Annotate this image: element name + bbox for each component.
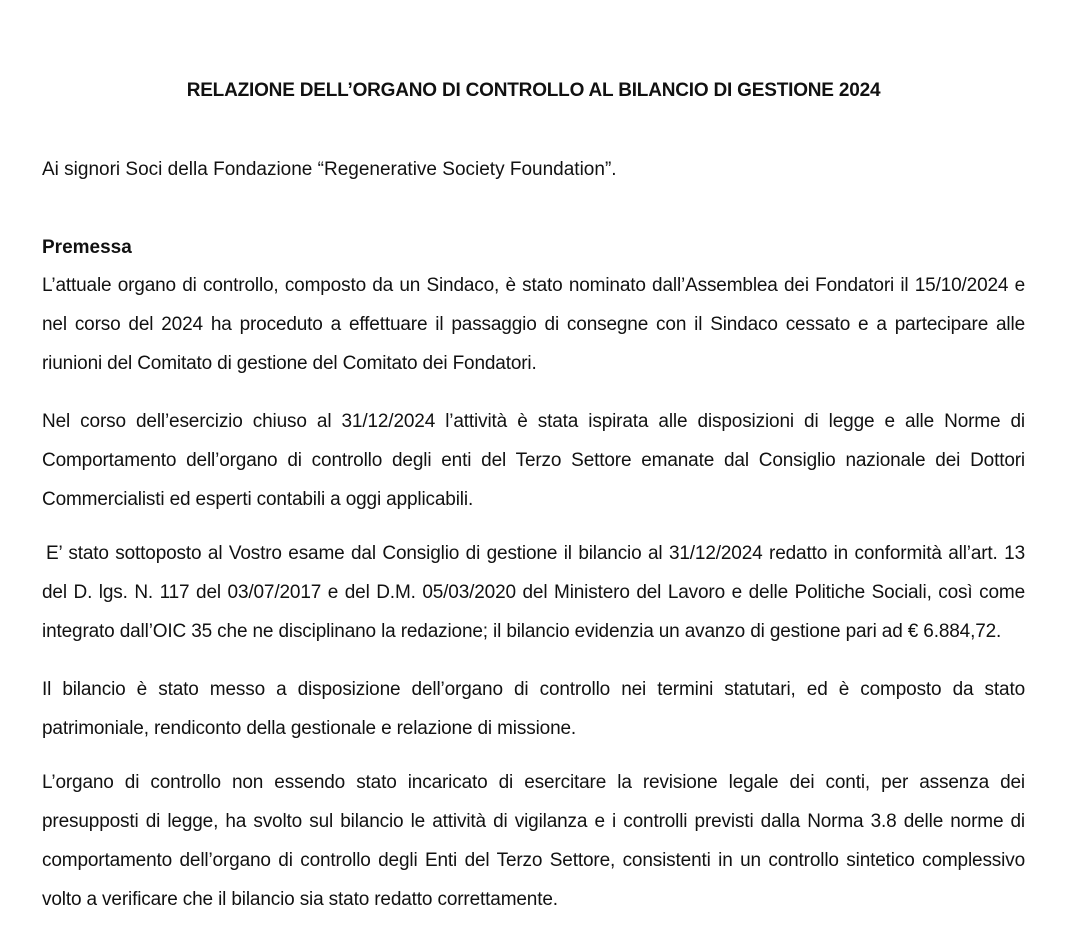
salutation: Ai signori Soci della Fondazione “Regenerative Society Foundation”. <box>42 159 617 180</box>
document-title: RELAZIONE DELL’ORGANO DI CONTROLLO AL BILANCIO DI GESTIONE 2024 <box>186 80 881 101</box>
paragraph-2: Nel corso dell’esercizio chiuso al 31/12/2024 l’attività è stata ispirata alle disposizioni di legge e alle Norme di Comportamento dell’organo di controllo degli enti del Terzo Settore emanate dal Consiglio nazionale dei Dottori Commercialisti ed esperti contabili a oggi applicabili. <box>42 411 1025 510</box>
paragraph-1: L’attuale organo di controllo, composto da un Sindaco, è stato nominato dall’Assemblea dei Fondatori il 15/10/2024 e nel corso del 2024 ha proceduto a effettuare il passaggio di consegne con il Sindaco cessato e a partecipare alle riunioni del Comitato di gestione del Comitato dei Fondatori. <box>42 275 1025 374</box>
paragraph-5: L’organo di controllo non essendo stato incaricato di esercitare la revisione legale dei conti, per assenza dei presupposti di legge, ha svolto sul bilancio le attività di vigilanza e i controlli previsti dalla Norma 3.8 delle norme di comportamento dell’organo di controllo degli Enti del Terzo Settore, consistenti in un controllo sintetico complessivo volto a verificare che il bilancio sia stato redatto correttamente. <box>42 772 1025 910</box>
paragraph-3: E’ stato sottoposto al Vostro esame dal Consiglio di gestione il bilancio al 31/12/2024 redatto in conformità all’art. 13 del D. lgs. N. 117 del 03/07/2017 e del D.M. 05/03/2020 del Ministero del Lavoro e delle Politiche Sociali, così come integrato dall’OIC 35 che ne disciplinano la redazione; il bilancio evidenzia un avanzo di gestione pari ad € 6.884,72. <box>42 543 1025 642</box>
section-heading-premessa: Premessa <box>42 237 132 258</box>
paragraph-4: Il bilancio è stato messo a disposizione dell’organo di controllo nei termini statutari, ed è composto da stato patrimoniale, rendiconto della gestionale e relazione di missione. <box>42 679 1025 739</box>
